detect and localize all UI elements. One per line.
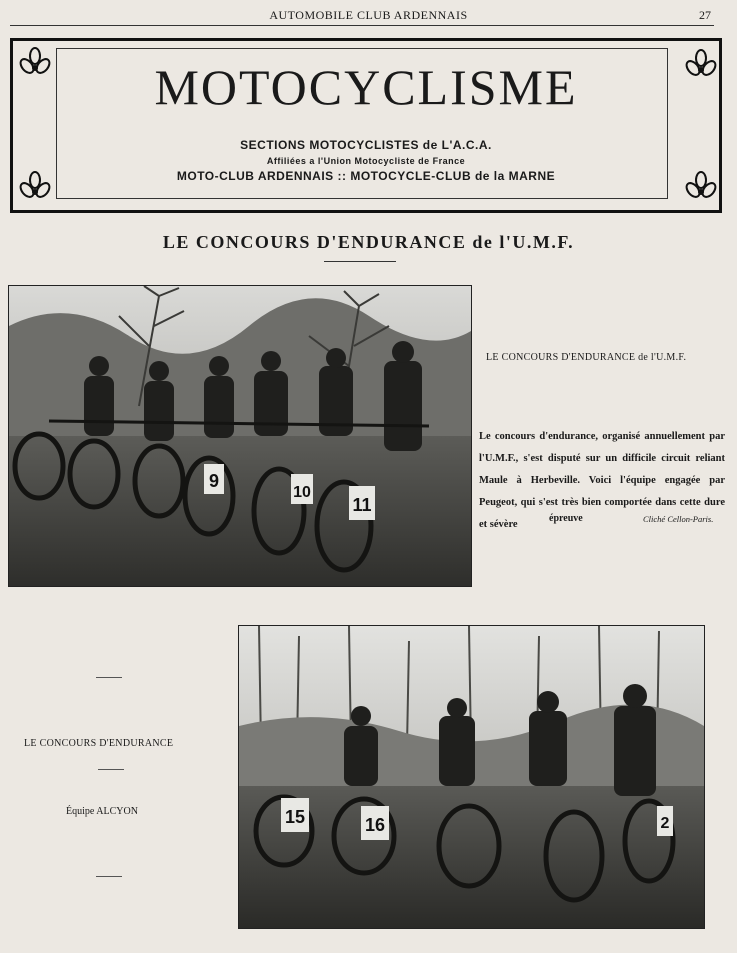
plate-number: 11 <box>352 495 372 515</box>
article-title: LE CONCOURS D'ENDURANCE de l'U.M.F. <box>162 232 575 252</box>
figure2-team-label: Équipe ALCYON <box>66 806 138 817</box>
photo-peugeot-team <box>8 285 472 587</box>
plate-number: 2 <box>660 815 670 832</box>
banner-affiliation: Affiliées a l'Union Motocycliste de France <box>266 156 466 166</box>
plate-number: 9 <box>208 471 220 491</box>
banner-title: MOTOCYCLISME <box>154 59 578 115</box>
banner-clubs: MOTO-CLUB ARDENNAIS :: MOTOCYCLE-CLUB de la MARNE <box>176 169 556 183</box>
photo-alcyon-team <box>238 625 705 929</box>
section-banner <box>10 38 722 213</box>
figure2-caption-title: LE CONCOURS D'ENDURANCE <box>24 738 174 749</box>
banner-subtitle: SECTIONS MOTOCYCLISTES de L'A.C.A. <box>240 138 492 152</box>
figure1-caption-body: Le concours d'endurance, organisé annuellement par l'U.M.F., s'est disputé sur un difficile circuit reliant Maule à Herbeville. Voici l'équipe engagée par Peugeot, qui s'est très bien comportée dans cette dure et sévère <box>479 431 725 530</box>
photo-credit: Cliché Cellon-Paris. <box>643 514 714 524</box>
caption-last-word: épreuve <box>549 513 583 524</box>
plate-number: 16 <box>364 815 386 835</box>
running-title: AUTOMOBILE CLUB ARDENNAIS <box>269 8 468 22</box>
caption-rule <box>96 876 122 877</box>
plate-number: 15 <box>284 807 306 827</box>
running-head <box>0 8 737 26</box>
figure1-caption-title: LE CONCOURS D'ENDURANCE de l'U.M.F. <box>486 352 687 363</box>
page-number: 27 <box>699 8 711 22</box>
caption-rule <box>98 769 124 770</box>
title-rule <box>324 261 396 262</box>
plate-number: 10 <box>293 484 311 501</box>
head-rule <box>10 25 714 26</box>
caption-rule <box>96 677 122 678</box>
